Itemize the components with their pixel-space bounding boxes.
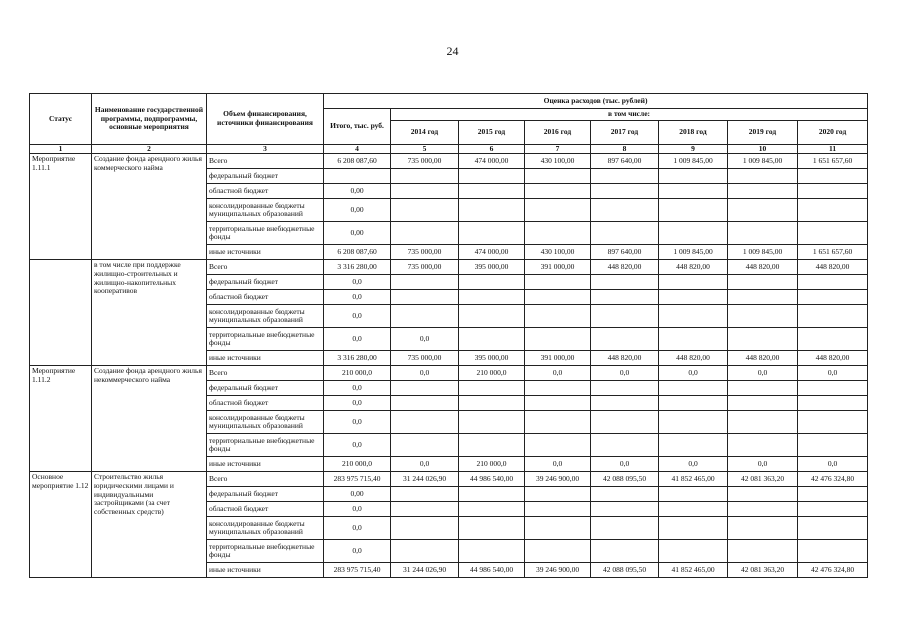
amount-cell bbox=[728, 411, 798, 434]
amount-cell bbox=[659, 517, 728, 540]
amount-cell bbox=[525, 199, 591, 222]
amount-cell bbox=[324, 169, 391, 184]
funding-source-cell: консолидированные бюджеты муниципальных образований bbox=[207, 305, 324, 328]
amount-cell bbox=[798, 396, 868, 411]
amount-cell bbox=[798, 222, 868, 245]
funding-source-cell: федеральный бюджет bbox=[207, 275, 324, 290]
header-year: 2017 год bbox=[591, 120, 659, 144]
amount-cell: 44 986 540,00 bbox=[459, 563, 525, 578]
amount-cell: 0,0 bbox=[324, 502, 391, 517]
amount-cell bbox=[459, 540, 525, 563]
amount-cell: 31 244 026,90 bbox=[391, 563, 459, 578]
status-cell bbox=[30, 260, 92, 366]
amount-cell bbox=[659, 487, 728, 502]
funding-source-cell: консолидированные бюджеты муниципальных образований bbox=[207, 199, 324, 222]
amount-cell bbox=[459, 411, 525, 434]
amount-cell bbox=[591, 290, 659, 305]
funding-source-cell: Всего bbox=[207, 154, 324, 169]
amount-cell: 0,0 bbox=[324, 411, 391, 434]
amount-cell: 0,0 bbox=[324, 434, 391, 457]
amount-cell: 44 986 540,00 bbox=[459, 472, 525, 487]
amount-cell: 0,00 bbox=[324, 222, 391, 245]
amount-cell bbox=[391, 396, 459, 411]
header-estimate: Оценка расходов (тыс. рублей) bbox=[324, 94, 868, 109]
amount-cell: 3 316 280,00 bbox=[324, 260, 391, 275]
amount-cell bbox=[659, 222, 728, 245]
amount-cell: 1 651 657,60 bbox=[798, 245, 868, 260]
amount-cell: 0,00 bbox=[324, 487, 391, 502]
amount-cell: 0,0 bbox=[659, 457, 728, 472]
amount-cell: 0,0 bbox=[728, 366, 798, 381]
column-index: 3 bbox=[207, 144, 324, 154]
funding-source-cell: территориальные внебюджетные фонды bbox=[207, 328, 324, 351]
amount-cell: 0,0 bbox=[659, 366, 728, 381]
funding-source-cell: федеральный бюджет bbox=[207, 487, 324, 502]
amount-cell: 0,0 bbox=[324, 275, 391, 290]
status-cell: Мероприятие 1.11.2 bbox=[30, 366, 92, 472]
amount-cell: 897 640,00 bbox=[591, 154, 659, 169]
amount-cell bbox=[728, 540, 798, 563]
table-row bbox=[30, 154, 868, 169]
amount-cell bbox=[391, 434, 459, 457]
amount-cell: 0,0 bbox=[798, 457, 868, 472]
amount-cell bbox=[459, 184, 525, 199]
amount-cell: 0,0 bbox=[591, 457, 659, 472]
amount-cell: 448 820,00 bbox=[659, 351, 728, 366]
amount-cell: 210 000,0 bbox=[324, 457, 391, 472]
amount-cell bbox=[591, 381, 659, 396]
amount-cell bbox=[798, 434, 868, 457]
funding-source-cell: областной бюджет bbox=[207, 290, 324, 305]
header-year: 2015 год bbox=[459, 120, 525, 144]
amount-cell bbox=[525, 502, 591, 517]
funding-source-cell: иные источники bbox=[207, 351, 324, 366]
amount-cell: 41 852 465,00 bbox=[659, 472, 728, 487]
amount-cell bbox=[459, 305, 525, 328]
funding-table bbox=[29, 93, 868, 578]
amount-cell bbox=[591, 275, 659, 290]
amount-cell bbox=[525, 411, 591, 434]
amount-cell bbox=[459, 275, 525, 290]
header-total: Итого, тыс. руб. bbox=[324, 109, 391, 145]
amount-cell: 1 009 845,00 bbox=[728, 245, 798, 260]
amount-cell: 39 246 900,00 bbox=[525, 472, 591, 487]
amount-cell bbox=[798, 381, 868, 396]
amount-cell: 0,0 bbox=[391, 457, 459, 472]
funding-source-cell: консолидированные бюджеты муниципальных образований bbox=[207, 517, 324, 540]
amount-cell: 39 246 900,00 bbox=[525, 563, 591, 578]
column-index: 9 bbox=[659, 144, 728, 154]
amount-cell bbox=[728, 169, 798, 184]
amount-cell: 210 000,0 bbox=[459, 366, 525, 381]
amount-cell bbox=[728, 381, 798, 396]
funding-source-cell: Всего bbox=[207, 472, 324, 487]
amount-cell: 474 000,00 bbox=[459, 154, 525, 169]
amount-cell: 0,0 bbox=[728, 457, 798, 472]
amount-cell bbox=[659, 411, 728, 434]
amount-cell bbox=[728, 517, 798, 540]
amount-cell: 448 820,00 bbox=[591, 260, 659, 275]
amount-cell bbox=[459, 199, 525, 222]
amount-cell bbox=[798, 411, 868, 434]
amount-cell bbox=[798, 328, 868, 351]
status-cell: Основное мероприятие 1.12 bbox=[30, 472, 92, 578]
activity-name-cell: Создание фонда арендного жилья некоммерческого найма bbox=[92, 366, 207, 472]
amount-cell: 430 100,00 bbox=[525, 245, 591, 260]
amount-cell: 0,0 bbox=[324, 328, 391, 351]
amount-cell bbox=[591, 502, 659, 517]
amount-cell: 283 975 715,40 bbox=[324, 472, 391, 487]
amount-cell bbox=[591, 328, 659, 351]
funding-source-cell: территориальные внебюджетные фонды bbox=[207, 540, 324, 563]
amount-cell bbox=[798, 169, 868, 184]
amount-cell bbox=[659, 184, 728, 199]
table-row bbox=[30, 366, 868, 381]
amount-cell bbox=[459, 169, 525, 184]
amount-cell bbox=[459, 487, 525, 502]
amount-cell: 448 820,00 bbox=[798, 351, 868, 366]
amount-cell bbox=[728, 184, 798, 199]
amount-cell bbox=[798, 275, 868, 290]
amount-cell bbox=[525, 169, 591, 184]
status-cell: Мероприятие 1.11.1 bbox=[30, 154, 92, 260]
funding-source-cell: федеральный бюджет bbox=[207, 169, 324, 184]
amount-cell bbox=[459, 502, 525, 517]
table-row bbox=[30, 260, 868, 275]
amount-cell bbox=[591, 169, 659, 184]
funding-source-cell: иные источники bbox=[207, 457, 324, 472]
funding-source-cell: территориальные внебюджетные фонды bbox=[207, 434, 324, 457]
funding-source-cell: консолидированные бюджеты муниципальных образований bbox=[207, 411, 324, 434]
amount-cell: 42 081 363,20 bbox=[728, 472, 798, 487]
amount-cell: 391 000,00 bbox=[525, 351, 591, 366]
header-name: Наименование государственной программы, подпрограммы, основные мероприятия bbox=[92, 94, 207, 145]
amount-cell: 0,0 bbox=[324, 517, 391, 540]
funding-source-cell: Всего bbox=[207, 366, 324, 381]
header-year: 2014 год bbox=[391, 120, 459, 144]
amount-cell: 42 476 324,80 bbox=[798, 563, 868, 578]
amount-cell: 430 100,00 bbox=[525, 154, 591, 169]
amount-cell bbox=[459, 396, 525, 411]
amount-cell bbox=[798, 487, 868, 502]
amount-cell bbox=[391, 290, 459, 305]
amount-cell bbox=[728, 275, 798, 290]
amount-cell bbox=[391, 222, 459, 245]
amount-cell bbox=[798, 517, 868, 540]
amount-cell bbox=[391, 305, 459, 328]
header-year: 2020 год bbox=[798, 120, 868, 144]
amount-cell: 0,0 bbox=[324, 290, 391, 305]
amount-cell: 283 975 715,40 bbox=[324, 563, 391, 578]
amount-cell bbox=[591, 434, 659, 457]
amount-cell bbox=[391, 199, 459, 222]
column-index: 1 bbox=[30, 144, 92, 154]
amount-cell bbox=[659, 381, 728, 396]
amount-cell: 0,0 bbox=[391, 328, 459, 351]
amount-cell bbox=[459, 290, 525, 305]
amount-cell: 448 820,00 bbox=[591, 351, 659, 366]
amount-cell: 0,0 bbox=[324, 305, 391, 328]
amount-cell: 0,0 bbox=[391, 366, 459, 381]
amount-cell bbox=[728, 199, 798, 222]
amount-cell: 1 009 845,00 bbox=[659, 245, 728, 260]
amount-cell bbox=[659, 396, 728, 411]
amount-cell: 42 081 363,20 bbox=[728, 563, 798, 578]
amount-cell bbox=[591, 411, 659, 434]
funding-source-cell: областной бюджет bbox=[207, 184, 324, 199]
amount-cell bbox=[659, 169, 728, 184]
amount-cell bbox=[525, 517, 591, 540]
header-status: Статус bbox=[30, 94, 92, 145]
amount-cell bbox=[728, 396, 798, 411]
amount-cell: 0,0 bbox=[591, 366, 659, 381]
amount-cell: 0,0 bbox=[798, 366, 868, 381]
amount-cell: 1 651 657,60 bbox=[798, 154, 868, 169]
amount-cell bbox=[459, 222, 525, 245]
amount-cell: 0,00 bbox=[324, 199, 391, 222]
header-year: 2018 год bbox=[659, 120, 728, 144]
amount-cell bbox=[798, 540, 868, 563]
amount-cell bbox=[728, 487, 798, 502]
amount-cell bbox=[798, 502, 868, 517]
column-index: 7 bbox=[525, 144, 591, 154]
amount-cell bbox=[591, 305, 659, 328]
amount-cell bbox=[728, 328, 798, 351]
header-funding: Объем финансирования, источники финансирования bbox=[207, 94, 324, 145]
amount-cell bbox=[659, 434, 728, 457]
amount-cell bbox=[591, 184, 659, 199]
amount-cell bbox=[391, 411, 459, 434]
amount-cell: 897 640,00 bbox=[591, 245, 659, 260]
amount-cell: 448 820,00 bbox=[728, 351, 798, 366]
amount-cell: 42 476 324,80 bbox=[798, 472, 868, 487]
amount-cell bbox=[459, 434, 525, 457]
amount-cell: 0,0 bbox=[324, 540, 391, 563]
column-index: 10 bbox=[728, 144, 798, 154]
amount-cell: 395 000,00 bbox=[459, 260, 525, 275]
funding-source-cell: иные источники bbox=[207, 245, 324, 260]
amount-cell: 6 208 087,60 bbox=[324, 245, 391, 260]
amount-cell: 210 000,0 bbox=[459, 457, 525, 472]
amount-cell bbox=[659, 540, 728, 563]
amount-cell bbox=[459, 328, 525, 351]
amount-cell: 42 088 095,50 bbox=[591, 472, 659, 487]
amount-cell: 735 000,00 bbox=[391, 260, 459, 275]
amount-cell bbox=[525, 540, 591, 563]
header-including: в том числе: bbox=[391, 109, 868, 121]
amount-cell: 1 009 845,00 bbox=[659, 154, 728, 169]
funding-source-cell: территориальные внебюджетные фонды bbox=[207, 222, 324, 245]
amount-cell bbox=[525, 222, 591, 245]
amount-cell bbox=[459, 517, 525, 540]
funding-source-cell: областной бюджет bbox=[207, 502, 324, 517]
funding-source-cell: Всего bbox=[207, 260, 324, 275]
amount-cell bbox=[591, 222, 659, 245]
amount-cell bbox=[525, 396, 591, 411]
amount-cell: 3 316 280,00 bbox=[324, 351, 391, 366]
amount-cell bbox=[391, 275, 459, 290]
column-index: 5 bbox=[391, 144, 459, 154]
column-index: 11 bbox=[798, 144, 868, 154]
amount-cell bbox=[591, 540, 659, 563]
amount-cell bbox=[659, 275, 728, 290]
column-index: 6 bbox=[459, 144, 525, 154]
amount-cell: 42 088 095,50 bbox=[591, 563, 659, 578]
amount-cell bbox=[391, 169, 459, 184]
amount-cell bbox=[798, 305, 868, 328]
amount-cell bbox=[798, 199, 868, 222]
amount-cell bbox=[798, 184, 868, 199]
amount-cell: 448 820,00 bbox=[798, 260, 868, 275]
amount-cell: 0,00 bbox=[324, 184, 391, 199]
amount-cell bbox=[525, 381, 591, 396]
page-number: 24 bbox=[446, 44, 459, 58]
amount-cell: 395 000,00 bbox=[459, 351, 525, 366]
activity-name-cell: Создание фонда арендного жилья коммерческого найма bbox=[92, 154, 207, 260]
amount-cell bbox=[391, 540, 459, 563]
amount-cell bbox=[391, 502, 459, 517]
activity-name-cell: Строительство жилья юридическими лицами и индивидуальными застройщиками (за счет собственных средств) bbox=[92, 472, 207, 578]
amount-cell bbox=[659, 290, 728, 305]
activity-name-cell: в том числе при поддержке жилищно-строительных и жилищно-накопительных кооперативов bbox=[92, 260, 207, 366]
amount-cell bbox=[659, 502, 728, 517]
amount-cell bbox=[525, 434, 591, 457]
amount-cell bbox=[525, 305, 591, 328]
amount-cell: 0,0 bbox=[525, 457, 591, 472]
amount-cell bbox=[391, 381, 459, 396]
header-year: 2019 год bbox=[728, 120, 798, 144]
amount-cell bbox=[525, 487, 591, 502]
amount-cell: 41 852 465,00 bbox=[659, 563, 728, 578]
amount-cell: 6 208 087,60 bbox=[324, 154, 391, 169]
amount-cell bbox=[391, 517, 459, 540]
amount-cell: 31 244 026,90 bbox=[391, 472, 459, 487]
column-index: 8 bbox=[591, 144, 659, 154]
funding-source-cell: иные источники bbox=[207, 563, 324, 578]
amount-cell bbox=[525, 275, 591, 290]
amount-cell bbox=[659, 305, 728, 328]
amount-cell bbox=[525, 328, 591, 351]
amount-cell: 210 000,0 bbox=[324, 366, 391, 381]
amount-cell bbox=[728, 290, 798, 305]
amount-cell bbox=[798, 290, 868, 305]
amount-cell bbox=[659, 199, 728, 222]
amount-cell: 474 000,00 bbox=[459, 245, 525, 260]
amount-cell bbox=[459, 381, 525, 396]
amount-cell: 391 000,00 bbox=[525, 260, 591, 275]
amount-cell bbox=[728, 502, 798, 517]
column-index: 2 bbox=[92, 144, 207, 154]
amount-cell bbox=[591, 199, 659, 222]
amount-cell bbox=[525, 184, 591, 199]
amount-cell: 735 000,00 bbox=[391, 245, 459, 260]
funding-source-cell: федеральный бюджет bbox=[207, 381, 324, 396]
amount-cell: 0,0 bbox=[525, 366, 591, 381]
amount-cell: 0,0 bbox=[324, 381, 391, 396]
funding-source-cell: областной бюджет bbox=[207, 396, 324, 411]
amount-cell bbox=[728, 434, 798, 457]
amount-cell: 735 000,00 bbox=[391, 154, 459, 169]
amount-cell: 448 820,00 bbox=[728, 260, 798, 275]
amount-cell bbox=[391, 487, 459, 502]
amount-cell: 448 820,00 bbox=[659, 260, 728, 275]
amount-cell bbox=[728, 222, 798, 245]
amount-cell bbox=[591, 487, 659, 502]
amount-cell bbox=[659, 328, 728, 351]
amount-cell: 735 000,00 bbox=[391, 351, 459, 366]
amount-cell: 0,0 bbox=[324, 396, 391, 411]
amount-cell bbox=[591, 396, 659, 411]
amount-cell bbox=[591, 517, 659, 540]
column-index: 4 bbox=[324, 144, 391, 154]
amount-cell bbox=[391, 184, 459, 199]
amount-cell: 1 009 845,00 bbox=[728, 154, 798, 169]
amount-cell bbox=[525, 290, 591, 305]
amount-cell bbox=[728, 305, 798, 328]
header-year: 2016 год bbox=[525, 120, 591, 144]
table-row bbox=[30, 472, 868, 487]
